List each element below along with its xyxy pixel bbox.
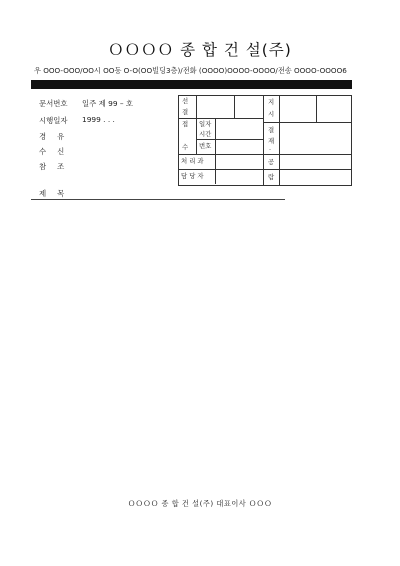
header-divider-bar (31, 80, 352, 89)
grid-label-dot: · (269, 146, 272, 154)
grid-line (234, 95, 235, 118)
grid-line (263, 169, 352, 170)
grid-line (178, 169, 263, 170)
footer-signature-line: ＯＯＯＯ 종 합 건 설(주) 대표이사 ＯＯＯ (127, 499, 273, 508)
approval-grid-border (178, 95, 352, 186)
grid-label-jae: 재 (268, 137, 275, 145)
grid-line (279, 95, 280, 186)
doc-number-label: 문서번호 (39, 99, 68, 108)
issue-date-value: 1999 . . . (82, 115, 115, 124)
subject-label: 제목 (39, 189, 76, 198)
grid-line (215, 118, 216, 184)
company-title: ＯＯＯＯ 종 합 건 설(주) (108, 41, 292, 59)
via-label: 경유 (39, 132, 76, 141)
grid-label-su: 수 (182, 143, 189, 151)
subject-underline (31, 199, 285, 200)
grid-label-time: 시간 (199, 130, 212, 138)
grid-label-jeop: 접 (182, 120, 189, 128)
grid-label-gong: 공 (268, 158, 275, 166)
grid-label-number: 번호 (199, 142, 212, 150)
grid-line (316, 95, 317, 122)
grid-label-date: 일자 (199, 120, 212, 128)
grid-label-gyeol2: 결 (268, 126, 275, 134)
company-address-line: 우 OOO-OOO/OO시 OO동 O-O(OO빌딩3층)/전화 (OOOO)OOOO-OOOO/전송 OOOO-OOOO6 (34, 66, 347, 75)
doc-number-value: 일주 제 99 – 호 (82, 99, 134, 108)
grid-label-sun: 선 (182, 97, 189, 105)
grid-line (178, 118, 263, 119)
grid-line (196, 139, 263, 140)
grid-line (263, 95, 264, 186)
issue-date-label: 시행일자 (39, 116, 68, 125)
grid-label-gyeol: 결 (182, 108, 189, 116)
grid-line (263, 122, 352, 123)
grid-line (196, 95, 197, 154)
approval-grid (178, 95, 352, 186)
grid-label-processing-dept: 처 리 과 (181, 157, 204, 165)
grid-line (178, 154, 263, 155)
recipient-label: 수신 (39, 147, 76, 156)
grid-line (263, 154, 352, 155)
grid-label-person-in-charge: 담 당 자 (181, 172, 204, 180)
grid-label-ram: 람 (268, 173, 275, 181)
grid-label-si: 시 (268, 110, 275, 118)
reference-label: 참조 (39, 162, 76, 171)
grid-label-ji: 지 (268, 98, 275, 106)
